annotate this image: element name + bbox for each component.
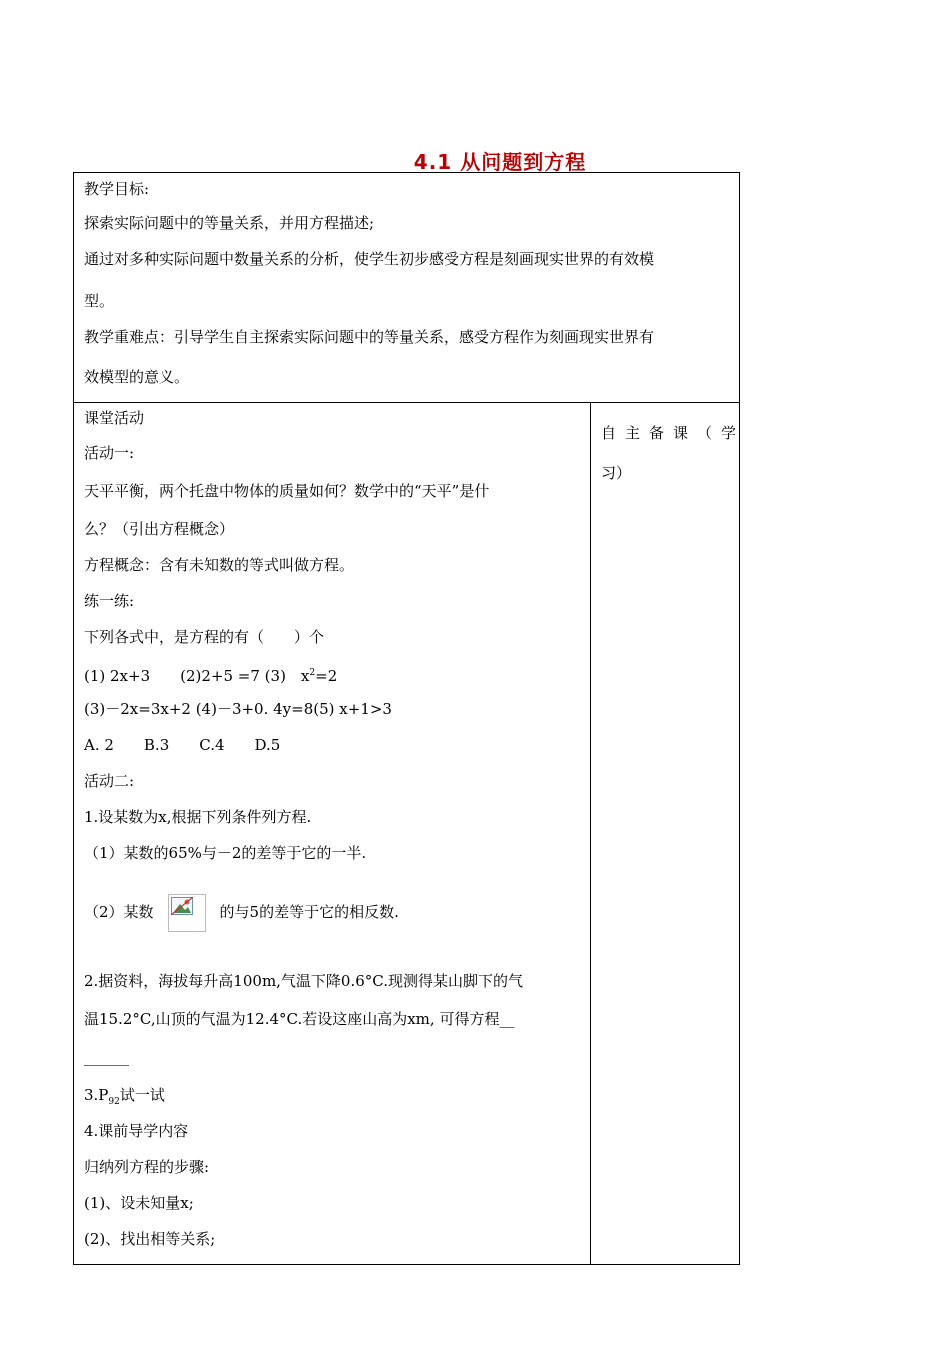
problem-1: 1.设某数为x,根据下列条件列方程. bbox=[84, 808, 312, 826]
side-notes-box bbox=[590, 402, 746, 1265]
activity-header: 课堂活动 bbox=[84, 409, 145, 427]
step-2: (2)、找出相等关系; bbox=[84, 1230, 216, 1248]
key-points-line: 教学重难点：引导学生自主探索实际问题中的等量关系，感受方程作为刻画现实世界有 bbox=[84, 328, 655, 346]
key-points-line: 效模型的意义。 bbox=[84, 368, 190, 386]
page-title: 4.1 从问题到方程 bbox=[413, 150, 587, 174]
activity-one-question: 么？（引出方程概念） bbox=[84, 520, 235, 538]
practice-question: 下列各式中，是方程的有（ ）个 bbox=[84, 628, 325, 646]
problem-1-part-1: （1）某数的65%与－2的差等于它的一半. bbox=[84, 844, 367, 862]
objectives-box bbox=[73, 172, 740, 403]
objective-line: 型。 bbox=[84, 292, 115, 310]
equation-row: (3)－2x=3x+2 (4)－3+0. 4y=8(5) x+1>3 bbox=[84, 700, 392, 718]
problem-2: 2.据资料，海拔每升高100m,气温下降0.6°C.现测得某山脚下的气 bbox=[84, 972, 524, 990]
objectives-heading: 教学目标: bbox=[84, 180, 150, 198]
objective-line: 通过对多种实际问题中数量关系的分析，使学生初步感受方程是刻画现实世界的有效模 bbox=[84, 250, 655, 268]
equation-row: (1) 2x+3 (2)2+5 =7 (3) $x^2=2$ bbox=[84, 667, 338, 685]
activity-box bbox=[73, 402, 591, 1265]
activity-two-title: 活动二: bbox=[84, 772, 135, 790]
equation-concept: 方程概念：含有未知数的等式叫做方程。 bbox=[84, 556, 355, 574]
steps-title: 归纳列方程的步骤: bbox=[84, 1158, 210, 1176]
activity-one-title: 活动一: bbox=[84, 444, 135, 462]
problem-2-blank: ______ bbox=[84, 1048, 129, 1066]
side-note: 习） bbox=[601, 464, 632, 482]
problem-4: 4.课前导学内容 bbox=[84, 1122, 189, 1140]
problem-2: 温15.2°C,山顶的气温为12.4°C.若设这座山高为xm, 可得方程__ bbox=[84, 1010, 515, 1028]
answer-choices: A. 2 B.3 C.4 D.5 bbox=[84, 736, 281, 754]
objective-line: 探索实际问题中的等量关系，并用方程描述; bbox=[84, 214, 375, 232]
step-1: (1)、设未知量x; bbox=[84, 1194, 194, 1212]
problem-1-part-2: （2）某数 的与5的差等于它的相反数. bbox=[84, 893, 399, 932]
broken-image-icon bbox=[168, 894, 206, 932]
practice-title: 练一练: bbox=[84, 592, 135, 610]
activity-one-question: 天平平衡，两个托盘中物体的质量如何？数学中的“天平”是什 bbox=[84, 482, 490, 500]
side-note: 自主备课（学 bbox=[601, 424, 746, 442]
problem-3: $3.P_{92}$试一试 bbox=[84, 1086, 165, 1107]
